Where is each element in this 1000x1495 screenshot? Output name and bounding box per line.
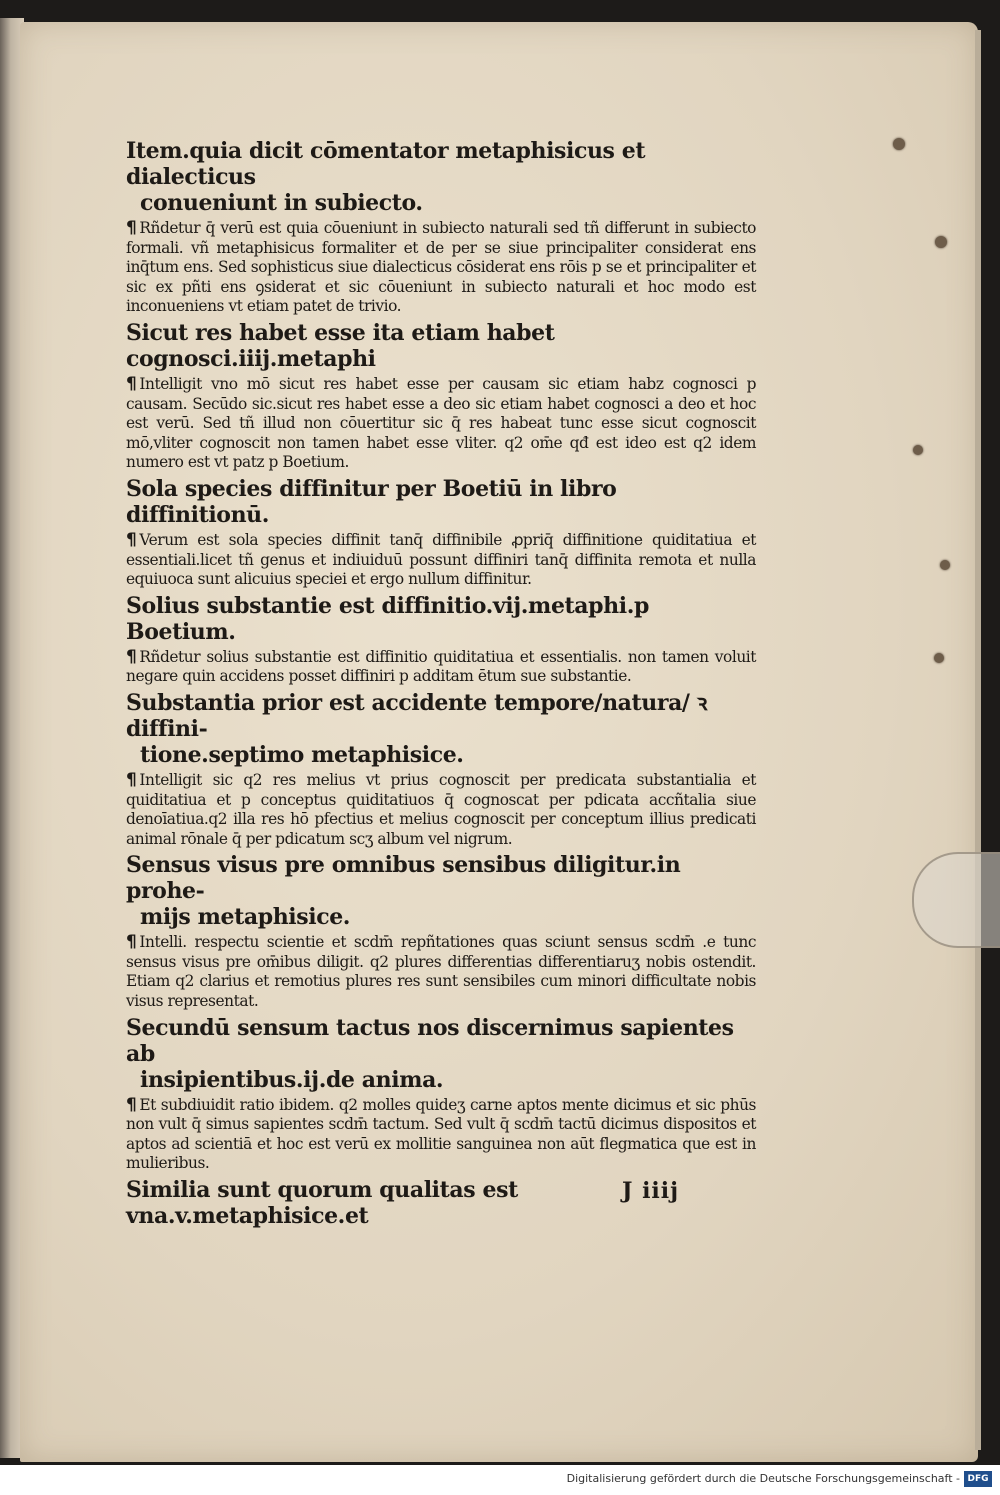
heading-line: Sensus visus pre omnibus sensibus diligitur.in prohe- [126, 852, 681, 905]
heading-line: tione.septimo metaphisice. [140, 741, 464, 768]
heading-line: Sola species diffinitur per Boetiū in libro diffinitionū. [126, 475, 617, 528]
paragraph-mark-icon: ¶ [126, 373, 137, 394]
paragraph-mark-icon: ¶ [126, 932, 137, 953]
rubric-heading [126, 476, 756, 528]
paragraph-mark-icon: ¶ [126, 1094, 137, 1115]
page-text [126, 136, 756, 1232]
commentary-paragraph [126, 771, 756, 849]
wormhole-spot [913, 445, 923, 455]
heading-line: Solius substantie est diffinitio.vij.metaphi.p Boetium. [126, 592, 649, 645]
paragraph-text: Rñdetur q̄ verū est quia cōueniunt in subiecto naturali sed tñ differunt in subiecto formali. vñ metaphisicus formaliter et de per se siue principaliter considerat ens inq̄tum ens. Sed sophisticus siue dialecticus cōsiderat ens rōis p se et principaliter et sic ex pñti ens ꝯsiderat et sic cōueniunt in subiecto naturali et hoc modo est inconueniens vt etiam patet de trivio. [126, 219, 756, 316]
wormhole-spot [934, 653, 944, 663]
heading-line: Similia sunt quorum qualitas est vna.v.metaphisice.et [126, 1177, 518, 1230]
page-clip [912, 852, 1000, 948]
commentary-paragraph [126, 1096, 756, 1174]
rubric-heading [126, 320, 756, 372]
heading-line: conueniunt in subiecto. [140, 190, 423, 216]
rubric-heading [126, 852, 756, 930]
rubric-heading [126, 138, 756, 216]
paragraph-text: Rñdetur solius substantie est diffinitio quiditatiua et essentialis. non tamen voluit negare quin accidens posset diffiniri p additam ētum sue substantie. [126, 647, 756, 686]
heading-line: Sicut res habet esse ita etiam habet cognosci.iiij.metaphi [126, 319, 555, 372]
wormhole-spot [935, 236, 947, 248]
commentary-paragraph [126, 933, 756, 1011]
commentary-paragraph [126, 648, 756, 687]
wormhole-spot [940, 560, 950, 570]
commentary-paragraph [126, 531, 756, 590]
heading-line: mijs metaphisice. [140, 904, 351, 931]
paragraph-text: Intelligit vno mō sicut res habet esse per causam sic etiam habz cognosci p causam. Secūdo sic.sicut res habet esse a deo sic etiam habet cognosci a deo et hoc est verū. Sed tñ illud non cōuertitur sic q̄ res habeat tunc esse sicut cognoscit mō,vliter cognoscit non tamen habet esse vliter. q2 om̄e qđ est ideo est q2 idem numero est vt patz p Boetium. [126, 374, 756, 472]
paragraph-mark-icon: ¶ [126, 529, 137, 550]
heading-line: Item.quia dicit cōmentator metaphisicus et dialecticus [126, 138, 646, 190]
commentary-paragraph [126, 375, 756, 473]
heading-line: Substantia prior est accidente tempore/natura/ ꝛ diffini- [126, 689, 707, 742]
rubric-heading [126, 593, 756, 645]
wormhole-spot [893, 138, 905, 150]
paragraph-mark-icon: ¶ [126, 769, 137, 790]
dfg-logo: DFG [964, 1471, 992, 1487]
paragraph-text: Verum est sola species diffinit tanq̄ diffinibile ꝓpriq̄ diffinitione quiditatiua et essentiali.licet tñ genus et indiuiduū possunt diffiniri tanq̄ diffinita remota et nulla equiuoca sunt alicuius speciei et ergo nullum diffinitur. [126, 530, 756, 589]
paragraph-mark-icon: ¶ [126, 646, 137, 667]
page-edge-right [975, 30, 981, 1450]
rubric-heading [126, 1015, 756, 1093]
heading-line: Secundū sensum tactus nos discernimus sapientes ab [126, 1014, 734, 1067]
signature-mark: J iiij [622, 1178, 680, 1204]
footer-credit: Digitalisierung gefördert durch die Deutsche Forschungsgemeinschaft - [566, 1472, 960, 1485]
footer-bar [0, 1465, 1000, 1495]
heading-line: insipientibus.ij.de anima. [140, 1066, 444, 1093]
paragraph-text: Et subdiuidit ratio ibidem. q2 molles quideʒ carne aptos mente dicimus et sic phūs non vult q̄ simus sapientes scdm̄ tactum. Sed vult q̄ scdm̄ tactū dicimus dispositos et aptos ad scientiā et hoc est verū ex mollitie sanguinea non aūt flegmatica que est in mulieribus. [126, 1095, 756, 1173]
paragraph-text: Intelligit sic q2 res melius vt prius cognoscit per predicata substantialia et quiditatiua et p conceptus quiditatiuos q̄ cognoscat per pdicata accñtalia siue denoīatiua.q2 illa res hō pfectius et melius cognoscit per conceptum illius predicati animal rōnale q̄ per pdicatum scʒ album vel nigrum. [126, 770, 756, 848]
rubric-heading [126, 690, 756, 768]
paragraph-text: Intelli. respectu scientie et scdm̄ repñtationes quas sciunt sensus scdm̄ .e tunc sensus visus pre om̄ibus diligit. q2 plures differentias differentiaruʒ nobis ostendit. Etiam q2 clarius et remotius plures res sunt sensibiles cum minori difficultate nobis visus representat. [126, 933, 756, 1011]
commentary-paragraph [126, 219, 756, 317]
paragraph-mark-icon: ¶ [126, 218, 137, 238]
